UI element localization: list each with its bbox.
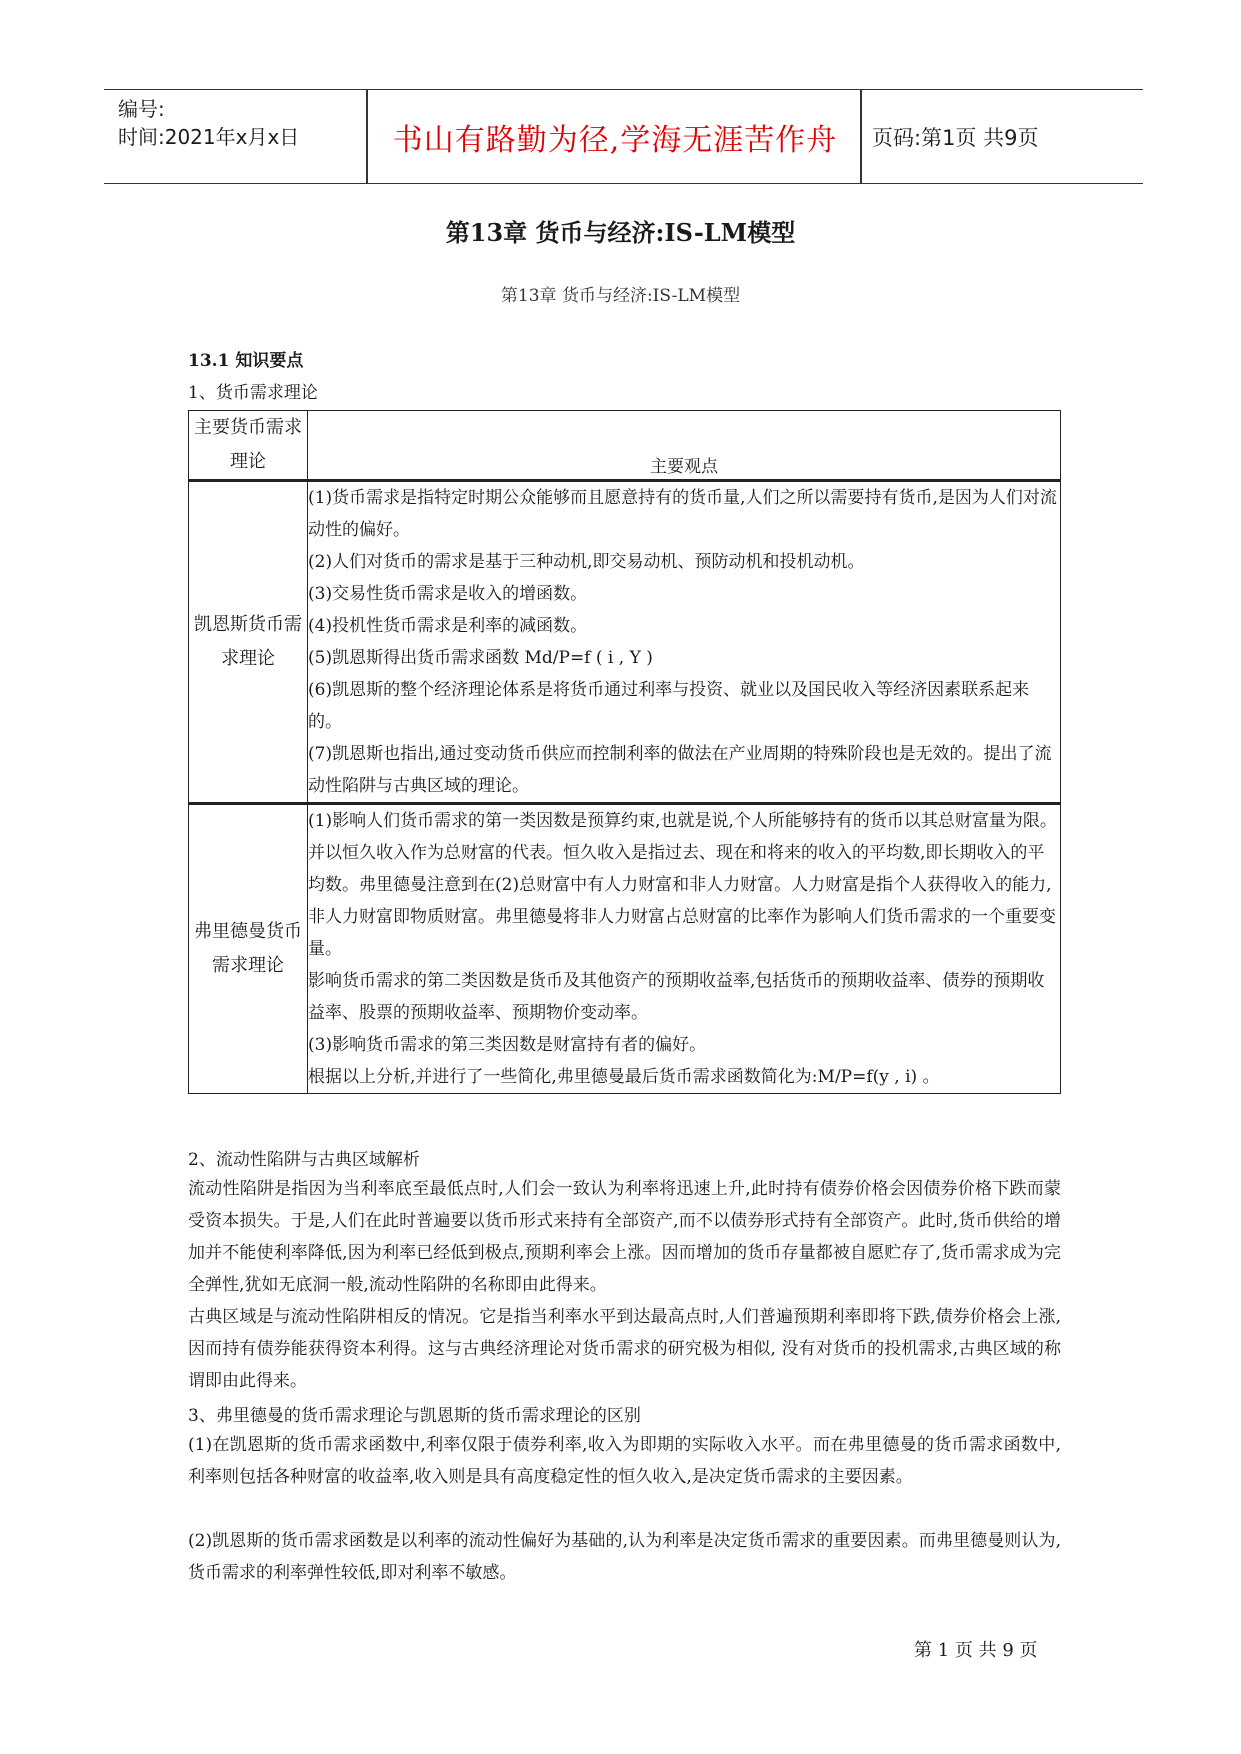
section-heading: 13.1 知识要点 [188, 351, 304, 371]
doc-number-label: 编号: [118, 97, 165, 121]
point-text: (1)货币需求是指特定时期公众能够而且愿意持有的货币量,人们之所以需要持有货币,是因为人们对流动性的偏好。 [308, 488, 1057, 540]
theory-name-cell: 弗里德曼货币需求理论 [189, 804, 308, 1094]
header-divider [860, 90, 862, 183]
chapter-title: 第13章 货币与经济:IS-LM模型 [445, 218, 796, 247]
point-text: (3)交易性货币需求是收入的增函数。 [308, 584, 588, 604]
point-text: (3)影响货币需求的第三类因数是财富持有者的偏好。 [308, 1035, 707, 1055]
theory-points-cell [308, 481, 1061, 804]
theory-table [188, 410, 1061, 1094]
theory-points-cell [308, 804, 1061, 1094]
header-motto: 书山有路勤为径,学海无涯苦作舟 [392, 122, 838, 158]
table-header-theory: 主要货币需求理论 [189, 411, 308, 481]
doc-time-label: 时间:2021年x月x日 [118, 125, 300, 149]
paragraph-classical-range: 古典区域是与流动性陷阱相反的情况。它是指当利率水平到达最高点时,人们普遍预期利率即将下跌,债券价格会上涨,因而持有债券能获得资本利得。这与古典经济理论对货币需求的研究极为相似, 没有对货币的投机需求,古典区域的称谓即由此得来。 [188, 1307, 1061, 1391]
page-footer: 第 1 页 共 9 页 [914, 1640, 1038, 1661]
item-heading: 2、流动性陷阱与古典区域解析 [188, 1150, 420, 1170]
point-text: (2)人们对货币的需求是基于三种动机,即交易动机、预防动机和投机动机。 [308, 552, 865, 572]
page-header [104, 89, 1143, 184]
point-text: 影响货币需求的第二类因数是货币及其他资产的预期收益率,包括货币的预期收益率、债券的预期收益率、股票的预期收益率、预期物价变动率。 [308, 971, 1045, 1023]
header-page-label: 页码:第1页 共9页 [872, 125, 1039, 150]
table-row [189, 804, 1061, 1094]
header-divider [366, 90, 368, 183]
point-text: (1)影响人们货币需求的第一类因数是预算约束,也就是说,个人所能够持有的货币以其总财富量为限。并以恒久收入作为总财富的代表。恒久收入是指过去、现在和将来的收入的平均数,即长期收入的平均数。弗里德曼注意到在(2)总财富中有人力财富和非人力财富。人力财富是指个人获得收入的能力,非人力财富即物质财富。弗里德曼将非人力财富占总财富的比率作为影响人们货币需求的一个重要变量。 [308, 811, 1057, 959]
table-row [189, 481, 1061, 804]
table-header-views: 主要观点 [308, 411, 1061, 481]
item-heading: 3、弗里德曼的货币需求理论与凯恩斯的货币需求理论的区别 [188, 1406, 641, 1426]
point-text: (5)凯恩斯得出货币需求函数 Md/P=f ( i , Y ) [308, 648, 653, 668]
point-text: (4)投机性货币需求是利率的减函数。 [308, 616, 588, 636]
paragraph-difference-2: (2)凯恩斯的货币需求函数是以利率的流动性偏好为基础的,认为利率是决定货币需求的重要因素。而弗里德曼则认为,货币需求的利率弹性较低,即对利率不敏感。 [188, 1531, 1061, 1583]
point-text: (7)凯恩斯也指出,通过变动货币供应而控制利率的做法在产业周期的特殊阶段也是无效的。提出了流动性陷阱与古典区域的理论。 [308, 744, 1052, 796]
paragraph-liquidity-trap: 流动性陷阱是指因为当利率底至最低点时,人们会一致认为利率将迅速上升,此时持有债券价格会因债券价格下跌而蒙受资本损失。于是,人们在此时普遍要以货币形式来持有全部资产,而不以债券形式持有全部资产。此时,货币供给的增加并不能使利率降低,因为利率已经低到极点,预期利率会上涨。因而增加的货币存量都被自愿贮存了,货币需求成为完全弹性,犹如无底洞一般,流动性陷阱的名称即由此得来。 [188, 1179, 1061, 1295]
theory-name-cell: 凯恩斯货币需求理论 [189, 481, 308, 804]
point-text: 根据以上分析,并进行了一些简化,弗里德曼最后货币需求函数简化为:M/P=f(y , i) 。 [308, 1067, 940, 1087]
table-header-row [189, 411, 1061, 481]
item-heading: 1、货币需求理论 [188, 383, 318, 403]
paragraph-difference-1: (1)在凯恩斯的货币需求函数中,利率仅限于债券利率,收入为即期的实际收入水平。而在弗里德曼的货币需求函数中,利率则包括各种财富的收益率,收入则是具有高度稳定性的恒久收入,是决定货币需求的主要因素。 [188, 1435, 1061, 1487]
header-meta [118, 95, 299, 151]
chapter-subtitle: 第13章 货币与经济:IS-LM模型 [500, 286, 741, 306]
point-text: (6)凯恩斯的整个经济理论体系是将货币通过利率与投资、就业以及国民收入等经济因素联系起来的。 [308, 680, 1030, 732]
